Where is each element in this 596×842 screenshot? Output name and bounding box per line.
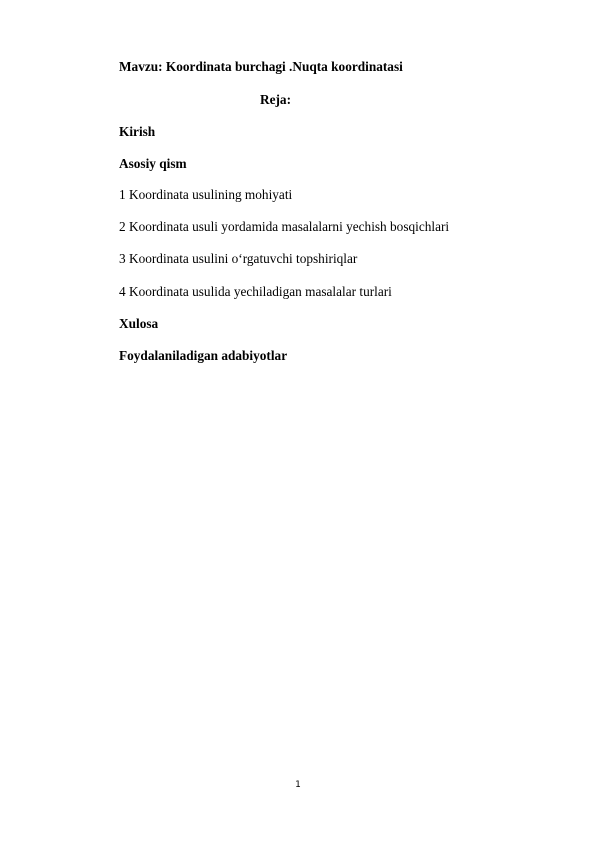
section-conclusion: Xulosa xyxy=(119,316,159,331)
section-introduction: Kirish xyxy=(119,124,156,139)
plan-item: 4 Koordinata usulida yechiladigan masalalar turlari xyxy=(119,284,392,299)
plan-item: 2 Koordinata usuli yordamida masalalarni yechish bosqichlari xyxy=(119,219,450,234)
page-number: 1 xyxy=(295,780,301,790)
plan-heading: Reja: xyxy=(260,92,292,107)
section-references: Foydalaniladigan adabiyotlar xyxy=(119,348,288,363)
plan-item: 1 Koordinata usulining mohiyati xyxy=(119,187,293,202)
section-main-part: Asosiy qism xyxy=(119,156,187,171)
document-title: Mavzu: Koordinata burchagi .Nuqta koordinatasi xyxy=(119,59,403,74)
plan-item: 3 Koordinata usulini o‘rgatuvchi topshiriqlar xyxy=(119,251,358,266)
